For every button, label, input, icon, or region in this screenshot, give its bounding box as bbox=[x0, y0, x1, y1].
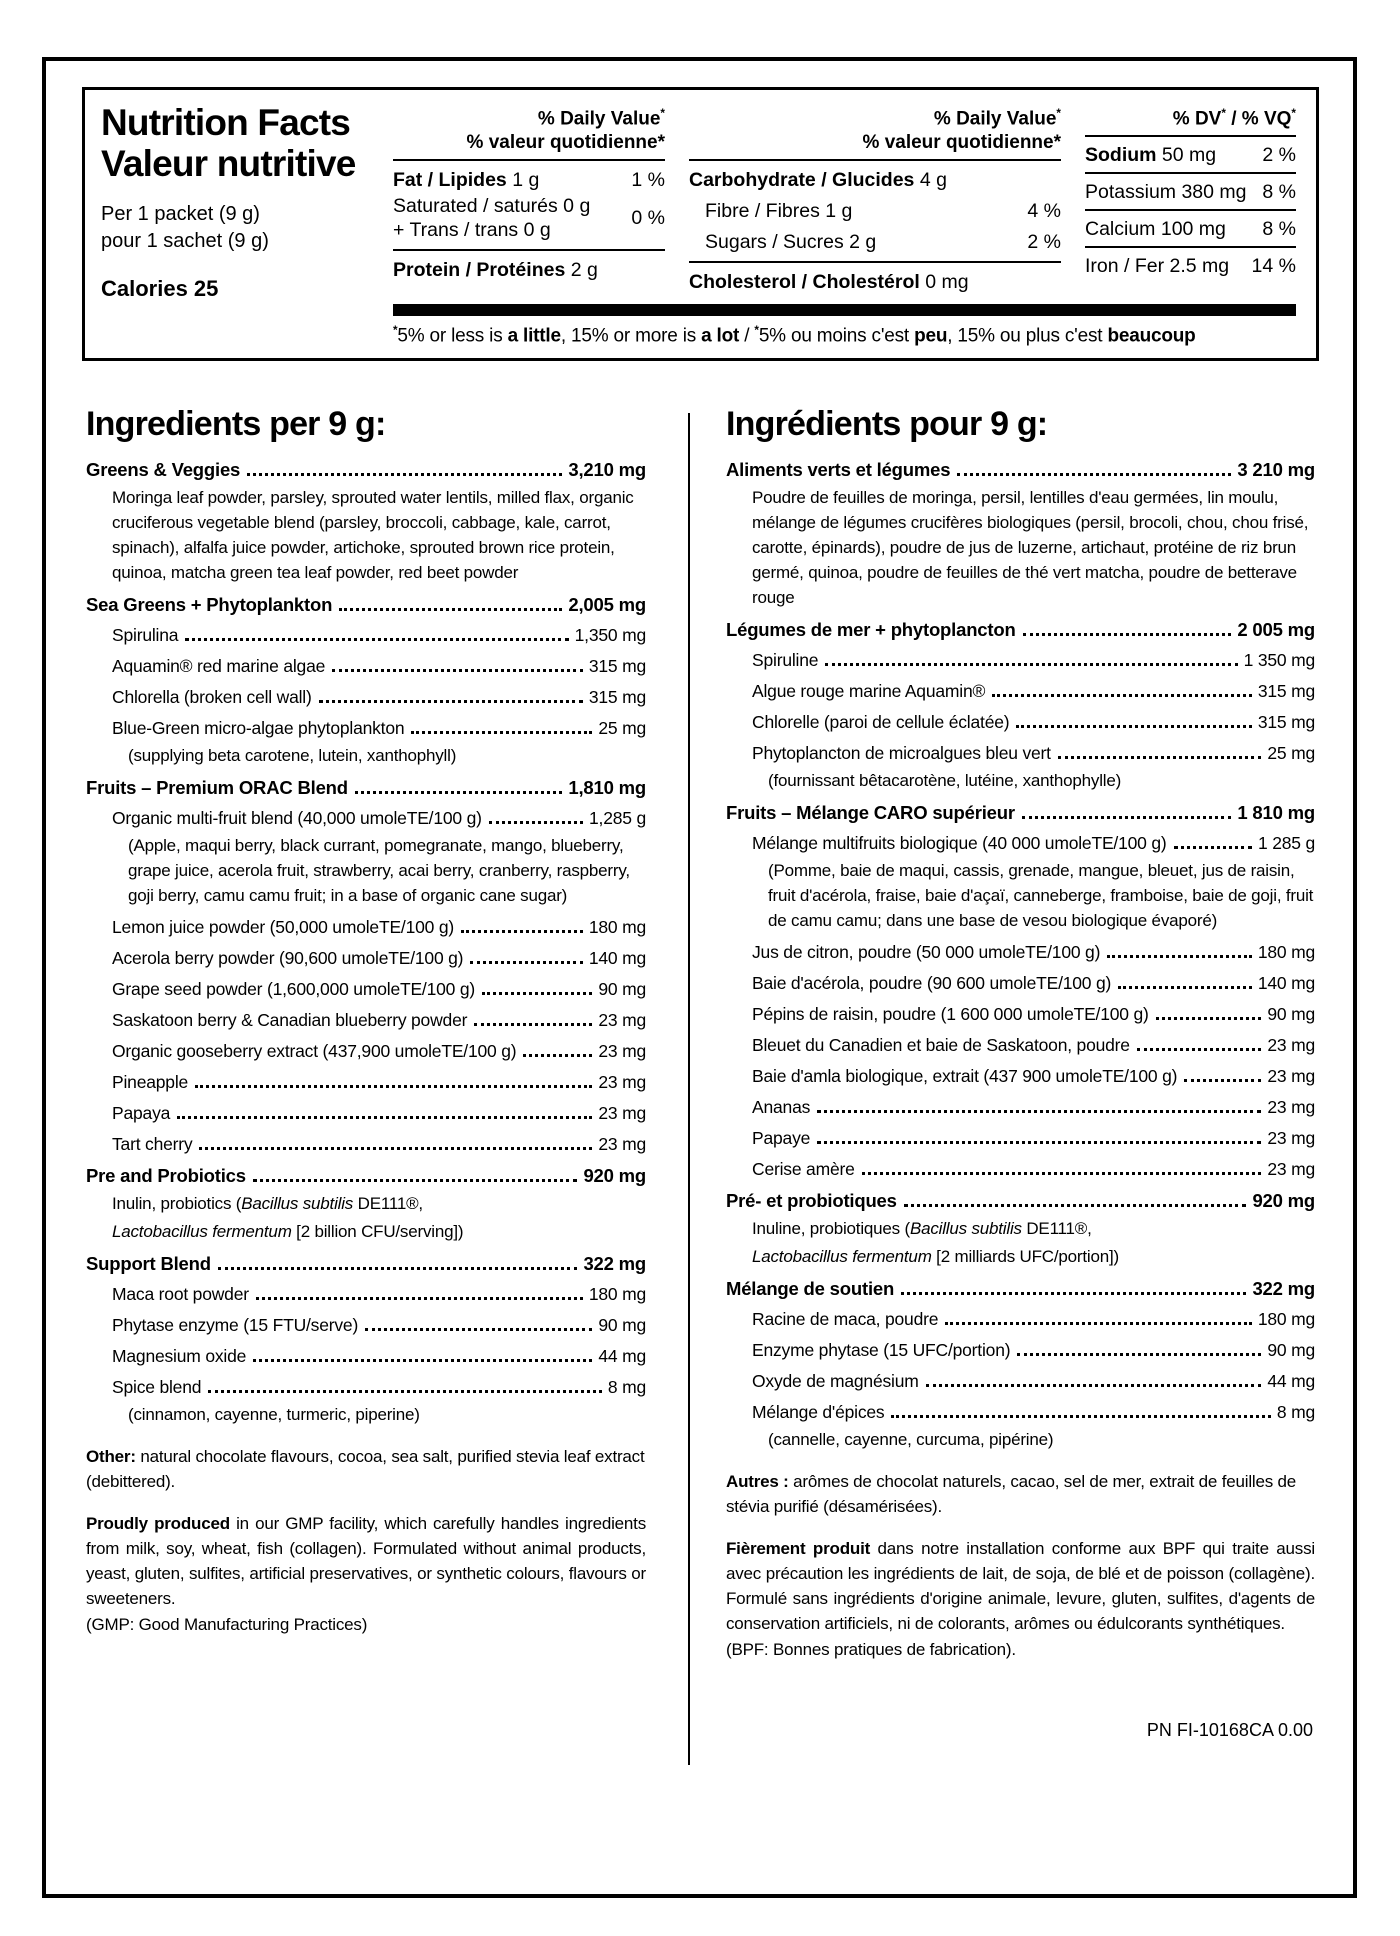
ingredient-label: Tart cherry bbox=[112, 1133, 193, 1154]
ingredient-amount: 23 mg bbox=[598, 1009, 646, 1030]
mineral-label: Iron / Fer 2.5 mg bbox=[1085, 255, 1230, 278]
dot-leader bbox=[1016, 725, 1251, 728]
nutrition-label bbox=[42, 57, 1357, 1898]
ingredient-desc: Lactobacillus fermentum [2 milliards UFC/portion]) bbox=[752, 1246, 1119, 1266]
ingredient-label: Greens & Veggies bbox=[86, 458, 241, 480]
fat-dv: 1 % bbox=[631, 169, 665, 192]
paragraph-lead: Autres : bbox=[726, 1471, 789, 1491]
dot-leader bbox=[461, 930, 583, 933]
ingredient-amount: 44 mg bbox=[598, 1345, 646, 1366]
dot-leader bbox=[253, 1359, 592, 1362]
ingredient-row bbox=[726, 673, 1315, 704]
ingredient-row bbox=[86, 971, 646, 1002]
mineral-row bbox=[1085, 248, 1296, 283]
dot-leader bbox=[208, 1390, 602, 1393]
dot-leader bbox=[474, 1023, 592, 1026]
ingredient-label: Fruits – Mélange CARO supérieur bbox=[726, 801, 1015, 823]
ingredient-label: Chlorella (broken cell wall) bbox=[112, 686, 312, 707]
ingredient-amount: 322 mg bbox=[583, 1252, 646, 1274]
ingredient-amount: 180 mg bbox=[588, 916, 646, 937]
daily-value-header2-fr: % valeur quotidienne* bbox=[862, 132, 1061, 154]
ingredients-title-fr: Ingrédients pour 9 g: bbox=[726, 404, 1048, 443]
ingredient-label: Spirulina bbox=[112, 624, 179, 645]
ingredient-label: Sea Greens + Phytoplankton bbox=[86, 593, 333, 615]
paragraph-lead: Other: bbox=[86, 1446, 136, 1466]
panel-title-en: Nutrition Facts bbox=[101, 102, 351, 143]
dot-leader bbox=[1137, 1048, 1262, 1051]
ingredient-amount: 1,350 mg bbox=[574, 624, 646, 645]
daily-value-header bbox=[393, 102, 665, 161]
ingredient-amount: 322 mg bbox=[1252, 1277, 1315, 1299]
nutrient-row-sugars bbox=[689, 230, 1061, 254]
nutrient-row-fibre bbox=[689, 199, 1061, 223]
ingredient-label: Pineapple bbox=[112, 1071, 189, 1092]
ingredient-label: Ananas bbox=[752, 1096, 811, 1117]
mineral-dv: 8 % bbox=[1262, 181, 1296, 204]
ingredient-note: (Apple, maqui berry, black currant, pomegranate, mango, blueberry, grape juice, acerola fruit, strawberry, acai berry, cranberry, raspberry, goji berry, camu camu fruit; in a base of organic cane sugar) bbox=[128, 835, 630, 905]
saturated-dv: 0 % bbox=[631, 207, 665, 230]
protein-amount: 2 g bbox=[570, 259, 598, 282]
daily-value-header2-en: % Daily Value* bbox=[933, 107, 1061, 130]
ingredient-row bbox=[86, 648, 646, 679]
mineral-dv: 14 % bbox=[1251, 255, 1296, 278]
panel-title-fr: Valeur nutritive bbox=[101, 143, 356, 184]
serving-size bbox=[101, 201, 369, 255]
dot-leader bbox=[957, 473, 1231, 476]
ingredient-amount: 23 mg bbox=[598, 1133, 646, 1154]
nutrient-row-cholesterol bbox=[689, 270, 1061, 294]
ingredient-row bbox=[726, 704, 1315, 735]
dot-leader bbox=[185, 638, 568, 641]
ingredient-amount: 23 mg bbox=[1267, 1158, 1315, 1179]
ingredient-amount: 23 mg bbox=[1267, 1065, 1315, 1086]
ingredients-column-en bbox=[86, 405, 646, 1637]
ingredient-amount: 920 mg bbox=[1252, 1189, 1315, 1211]
ingredients-section bbox=[82, 405, 1319, 1765]
ingredient-amount: 2,005 mg bbox=[568, 593, 646, 615]
ingredient-row bbox=[86, 1276, 646, 1307]
ingredient-label: Papaye bbox=[752, 1127, 811, 1148]
ingredient-label: Légumes de mer + phytoplancton bbox=[726, 618, 1016, 640]
mineral-row bbox=[1085, 211, 1296, 248]
sugars-dv: 2 % bbox=[1027, 231, 1061, 254]
calories-value: Calories 25 bbox=[101, 276, 219, 301]
column-divider bbox=[688, 413, 690, 1765]
ingredient-amount: 90 mg bbox=[1267, 1003, 1315, 1024]
ingredient-amount: 180 mg bbox=[588, 1283, 646, 1304]
ingredient-row bbox=[726, 1301, 1315, 1332]
ingredient-label: Baie d'acérola, poudre (90 600 umoleTE/100 g) bbox=[752, 972, 1112, 993]
panel-footer bbox=[393, 304, 1296, 347]
ingredient-label: Spiruline bbox=[752, 649, 819, 670]
dot-leader bbox=[904, 1204, 1247, 1207]
ingredient-amount: 1,285 g bbox=[589, 807, 646, 828]
ingredient-amount: 23 mg bbox=[598, 1071, 646, 1092]
dot-leader bbox=[253, 1179, 578, 1182]
panel-col-minerals bbox=[1085, 102, 1296, 294]
ingredient-label: Pépins de raisin, poudre (1 600 000 umoleTE/100 g) bbox=[752, 1003, 1149, 1024]
ingredients-list-fr bbox=[726, 451, 1315, 1662]
dot-leader bbox=[247, 473, 562, 476]
ingredient-amount: 23 mg bbox=[598, 1040, 646, 1061]
dot-leader bbox=[825, 663, 1237, 666]
ingredient-amount: 315 mg bbox=[1257, 680, 1315, 701]
mineral-dv: 8 % bbox=[1262, 218, 1296, 241]
serving-fr: pour 1 sachet (9 g) bbox=[101, 230, 269, 252]
ingredient-label: Mélange d'épices bbox=[752, 1401, 885, 1422]
daily-value-header-2 bbox=[689, 102, 1061, 161]
ingredient-label: Phytase enzyme (15 FTU/serve) bbox=[112, 1314, 359, 1335]
ingredient-amount: 315 mg bbox=[1257, 711, 1315, 732]
cholesterol-amount: 0 mg bbox=[925, 271, 969, 294]
dot-leader bbox=[817, 1141, 1261, 1144]
ingredient-note: (cannelle, cayenne, curcuma, pipérine) bbox=[768, 1429, 1054, 1449]
paragraph-lead: Fièrement produit bbox=[726, 1538, 871, 1558]
ingredient-amount: 23 mg bbox=[1267, 1096, 1315, 1117]
dot-leader bbox=[817, 1110, 1261, 1113]
panel-col-fat bbox=[393, 102, 665, 294]
ingredients-title-en: Ingredients per 9 g: bbox=[86, 404, 386, 443]
dot-leader bbox=[332, 669, 583, 672]
ingredient-label: Enzyme phytase (15 UFC/portion) bbox=[752, 1339, 1011, 1360]
ingredient-row bbox=[726, 934, 1315, 965]
ingredient-label: Baie d'amla biologique, extrait (437 900 umoleTE/100 g) bbox=[752, 1065, 1178, 1086]
ingredient-paragraph: (BPF: Bonnes pratiques de fabrication). bbox=[726, 1639, 1016, 1659]
ingredient-note: (fournissant bêtacarotène, lutéine, xanthophylle) bbox=[768, 770, 1122, 790]
ingredient-label: Blue-Green micro-algae phytoplankton bbox=[112, 717, 405, 738]
ingredient-row bbox=[726, 965, 1315, 996]
ingredient-label: Mélange de soutien bbox=[726, 1277, 895, 1299]
ingredient-label: Aquamin® red marine algae bbox=[112, 655, 326, 676]
ingredient-row bbox=[726, 1182, 1315, 1213]
nutrition-facts-panel bbox=[82, 87, 1319, 361]
paragraph-lead: Proudly produced bbox=[86, 1513, 230, 1533]
fat-name: Fat / Lipides bbox=[393, 169, 507, 192]
panel-col-carbohydrate bbox=[689, 102, 1061, 294]
ingredient-label: Oxyde de magnésium bbox=[752, 1370, 919, 1391]
dot-leader bbox=[523, 1054, 592, 1057]
ingredient-row bbox=[86, 710, 646, 741]
ingredient-paragraph: Autres : arômes de chocolat naturels, cacao, sel de mer, extrait de feuilles de stévia purifié (désamérisées). bbox=[726, 1471, 1297, 1516]
ingredient-amount: 140 mg bbox=[588, 947, 646, 968]
ingredient-label: Spice blend bbox=[112, 1376, 202, 1397]
ingredient-row bbox=[726, 996, 1315, 1027]
ingredient-amount: 1,810 mg bbox=[568, 776, 646, 798]
dot-leader bbox=[1017, 1353, 1261, 1356]
ingredient-label: Algue rouge marine Aquamin® bbox=[752, 680, 986, 701]
thick-divider-bar bbox=[393, 304, 1296, 316]
minerals-list bbox=[1085, 137, 1296, 283]
ingredient-row bbox=[86, 1095, 646, 1126]
ingredient-desc: Inuline, probiotiques (Bacillus subtilis DE111®, bbox=[752, 1218, 1092, 1238]
part-number: PN FI-10168CA 0.00 bbox=[1146, 1719, 1313, 1740]
ingredient-amount: 23 mg bbox=[1267, 1034, 1315, 1055]
ingredient-note: (cinnamon, cayenne, turmeric, piperine) bbox=[128, 1404, 420, 1424]
ingredient-row bbox=[726, 1027, 1315, 1058]
dot-leader bbox=[1022, 816, 1232, 819]
ingredient-amount: 90 mg bbox=[598, 1314, 646, 1335]
dot-leader bbox=[1058, 756, 1262, 759]
ingredient-row bbox=[86, 800, 646, 831]
ingredient-label: Phytoplancton de microalgues bleu vert bbox=[752, 742, 1051, 763]
dot-leader bbox=[1107, 955, 1252, 958]
ingredient-label: Maca root powder bbox=[112, 1283, 249, 1304]
ingredient-note: (supplying beta carotene, lutein, xanthophyll) bbox=[128, 745, 457, 765]
ingredient-amount: 2 005 mg bbox=[1237, 618, 1315, 640]
mineral-row bbox=[1085, 137, 1296, 174]
ingredient-label: Jus de citron, poudre (50 000 umoleTE/100 g) bbox=[752, 941, 1101, 962]
ingredient-row bbox=[86, 617, 646, 648]
ingredient-label: Pre and Probiotics bbox=[86, 1164, 246, 1186]
saturated-line: Saturated / saturés 0 g bbox=[393, 195, 591, 218]
ingredient-row bbox=[86, 1033, 646, 1064]
ingredient-row bbox=[86, 1064, 646, 1095]
ingredient-amount: 180 mg bbox=[1257, 941, 1315, 962]
ingredient-label: Organic multi-fruit blend (40,000 umoleTE/100 g) bbox=[112, 807, 482, 828]
dot-leader bbox=[355, 791, 563, 794]
ingredient-row bbox=[86, 1002, 646, 1033]
ingredient-row bbox=[86, 1369, 646, 1400]
ingredient-amount: 44 mg bbox=[1267, 1370, 1315, 1391]
dv-vq-header: % DV* / % VQ* bbox=[1085, 102, 1296, 137]
ingredient-amount: 315 mg bbox=[588, 655, 646, 676]
dot-leader bbox=[218, 1267, 578, 1270]
ingredient-row bbox=[86, 1338, 646, 1369]
dot-leader bbox=[195, 1085, 592, 1088]
dot-leader bbox=[470, 961, 583, 964]
mineral-label: Calcium 100 mg bbox=[1085, 218, 1226, 241]
ingredient-row bbox=[86, 451, 646, 482]
dot-leader bbox=[926, 1384, 1262, 1387]
dot-leader bbox=[489, 821, 583, 824]
ingredient-label: Cerise amère bbox=[752, 1158, 855, 1179]
ingredient-row bbox=[726, 1394, 1315, 1425]
ingredient-label: Acerola berry powder (90,600 umoleTE/100 g) bbox=[112, 947, 464, 968]
mineral-label: Potassium 380 mg bbox=[1085, 181, 1247, 204]
ingredient-amount: 3,210 mg bbox=[568, 458, 646, 480]
dot-leader bbox=[365, 1328, 592, 1331]
dot-leader bbox=[177, 1116, 592, 1119]
ingredient-note: (Pomme, baie de maqui, cassis, grenade, mangue, bleuet, jus de raisin, fruit d'acérola, fraise, baie d'açaï, canneberge, framboise, baie de goji, fruit de camu camu; dans une base de vesou biologique évaporé) bbox=[768, 860, 1314, 930]
ingredient-label: Bleuet du Canadien et baie de Saskatoon, poudre bbox=[752, 1034, 1130, 1055]
ingredient-amount: 23 mg bbox=[598, 1102, 646, 1123]
ingredient-row bbox=[726, 642, 1315, 673]
ingredient-row bbox=[86, 1307, 646, 1338]
ingredient-row bbox=[86, 586, 646, 617]
ingredient-label: Chlorelle (paroi de cellule éclatée) bbox=[752, 711, 1010, 732]
fat-amount: 1 g bbox=[512, 169, 540, 192]
ingredient-label: Aliments verts et légumes bbox=[726, 458, 951, 480]
ingredient-label: Racine de maca, poudre bbox=[752, 1308, 939, 1329]
daily-value-footnote: *5% or less is a little, 15% or more is a lot / *5% ou moins c'est peu, 15% ou plus c'est beaucoup bbox=[393, 324, 1196, 347]
dot-leader bbox=[945, 1322, 1252, 1325]
ingredient-label: Organic gooseberry extract (437,900 umoleTE/100 g) bbox=[112, 1040, 517, 1061]
serving-en: Per 1 packet (9 g) bbox=[101, 203, 260, 225]
ingredient-desc: Lactobacillus fermentum [2 billion CFU/serving]) bbox=[112, 1221, 464, 1241]
ingredient-label: Magnesium oxide bbox=[112, 1345, 247, 1366]
ingredient-amount: 315 mg bbox=[588, 686, 646, 707]
dot-leader bbox=[1156, 1017, 1262, 1020]
ingredient-amount: 180 mg bbox=[1257, 1308, 1315, 1329]
ingredient-desc: Poudre de feuilles de moringa, persil, lentilles d'eau germées, lin moulu, mélange de légumes crucifères biologiques (persil, brocoli, chou, chou frisé, carotte, épinards), poudre de jus de luzerne, artichaut, protéine de riz brun germé, quinoa, poudre de feuilles de thé vert matcha, poudre de betterave rouge bbox=[752, 487, 1309, 607]
trans-line: + Trans / trans 0 g bbox=[393, 219, 551, 242]
ingredient-row bbox=[726, 1151, 1315, 1182]
ingredient-row bbox=[86, 940, 646, 971]
ingredient-amount: 140 mg bbox=[1257, 972, 1315, 993]
dot-leader bbox=[482, 992, 592, 995]
ingredient-desc: Moringa leaf powder, parsley, sprouted water lentils, milled flax, organic cruciferous vegetable blend (parsley, broccoli, cabbage, kale, carrot, spinach), alfalfa juice powder, artichoke, sprouted brown rice protein, quinoa, matcha green tea leaf powder, red beet powder bbox=[112, 487, 634, 582]
ingredient-row bbox=[726, 1089, 1315, 1120]
ingredient-amount: 23 mg bbox=[1267, 1127, 1315, 1148]
nutrient-row-saturated-trans bbox=[393, 194, 665, 242]
fibre-dv: 4 % bbox=[1027, 200, 1061, 223]
ingredient-amount: 8 mg bbox=[1276, 1401, 1315, 1422]
ingredient-amount: 90 mg bbox=[1267, 1339, 1315, 1360]
dot-leader bbox=[992, 694, 1252, 697]
ingredient-label: Support Blend bbox=[86, 1252, 211, 1274]
daily-value-header-fr: % valeur quotidienne* bbox=[466, 132, 665, 154]
mineral-row bbox=[1085, 174, 1296, 211]
ingredient-row bbox=[726, 1363, 1315, 1394]
ingredient-row bbox=[726, 1058, 1315, 1089]
ingredient-amount: 90 mg bbox=[598, 978, 646, 999]
ingredients-list-en bbox=[86, 451, 646, 1637]
dot-leader bbox=[901, 1292, 1246, 1295]
rule-divider bbox=[393, 249, 665, 251]
ingredient-row bbox=[86, 909, 646, 940]
ingredient-row bbox=[86, 679, 646, 710]
ingredient-label: Fruits – Premium ORAC Blend bbox=[86, 776, 348, 798]
dot-leader bbox=[891, 1415, 1270, 1418]
ingredient-label: Lemon juice powder (50,000 umoleTE/100 g) bbox=[112, 916, 455, 937]
ingredient-amount: 920 mg bbox=[583, 1164, 646, 1186]
dot-leader bbox=[1118, 986, 1252, 989]
ingredient-amount: 1 810 mg bbox=[1237, 801, 1315, 823]
panel-identity bbox=[101, 102, 369, 348]
ingredient-row bbox=[726, 611, 1315, 642]
ingredient-label: Pré- et probiotiques bbox=[726, 1189, 897, 1211]
dot-leader bbox=[199, 1147, 592, 1150]
ingredient-row bbox=[726, 735, 1315, 766]
ingredient-row bbox=[86, 1157, 646, 1188]
ingredient-paragraph: Other: natural chocolate flavours, cocoa, sea salt, purified stevia leaf extract (debittered). bbox=[86, 1446, 645, 1491]
dot-leader bbox=[256, 1297, 583, 1300]
dot-leader bbox=[339, 608, 562, 611]
ingredient-amount: 25 mg bbox=[598, 717, 646, 738]
ingredient-label: Grape seed powder (1,600,000 umoleTE/100 g) bbox=[112, 978, 476, 999]
carb-amount: 4 g bbox=[919, 169, 947, 192]
panel-title bbox=[101, 102, 369, 184]
ingredient-paragraph: Fièrement produit dans notre installation conforme aux BPF qui traite aussi avec précaution les ingrédients de lait, de soja, de blé et de poisson (collagène). Formulé sans ingrédients d'origine animale, levure, gluten, sulfites, d'agents de conservation artificiels, ni de colorants, arômes ou édulcorants synthétiques. bbox=[726, 1538, 1315, 1633]
ingredient-amount: 1 285 g bbox=[1258, 832, 1315, 853]
ingredient-row bbox=[726, 451, 1315, 482]
ingredient-paragraph: Proudly produced in our GMP facility, which carefully handles ingredients from milk, soy, wheat, fish (collagen). Formulated without animal products, yeast, gluten, sulfites, artificial preservatives, or synthetic colours, flavours or sweeteners. bbox=[86, 1513, 646, 1608]
ingredient-row bbox=[86, 769, 646, 800]
sugars-label: Sugars / Sucres 2 g bbox=[705, 231, 877, 254]
dot-leader bbox=[1184, 1079, 1261, 1082]
protein-name: Protein / Protéines bbox=[393, 259, 566, 282]
dot-leader bbox=[1174, 846, 1252, 849]
ingredient-paragraph: (GMP: Good Manufacturing Practices) bbox=[86, 1614, 368, 1634]
cholesterol-name: Cholesterol / Cholestérol bbox=[689, 271, 920, 294]
ingredient-row bbox=[726, 1120, 1315, 1151]
daily-value-header-en: % Daily Value* bbox=[537, 107, 665, 130]
ingredient-label: Saskatoon berry & Canadian blueberry powder bbox=[112, 1009, 468, 1030]
ingredients-column-fr bbox=[726, 405, 1315, 1741]
ingredient-desc: Inulin, probiotics (Bacillus subtilis DE111®, bbox=[112, 1193, 423, 1213]
mineral-dv: 2 % bbox=[1262, 144, 1296, 167]
ingredient-row bbox=[86, 1245, 646, 1276]
dot-leader bbox=[1023, 633, 1232, 636]
ingredient-amount: 8 mg bbox=[607, 1376, 646, 1397]
ingredient-row bbox=[726, 794, 1315, 825]
ingredient-row bbox=[726, 1332, 1315, 1363]
dot-leader bbox=[319, 700, 583, 703]
dot-leader bbox=[411, 731, 592, 734]
ingredient-row bbox=[86, 1126, 646, 1157]
mineral-label: Sodium 50 mg bbox=[1085, 144, 1217, 167]
rule-divider bbox=[689, 261, 1061, 263]
nutrient-row-carbohydrate bbox=[689, 168, 1061, 192]
ingredient-amount: 3 210 mg bbox=[1237, 458, 1315, 480]
ingredient-row bbox=[726, 825, 1315, 856]
ingredient-amount: 25 mg bbox=[1267, 742, 1315, 763]
carb-name: Carbohydrate / Glucides bbox=[689, 169, 915, 192]
nutrient-row-protein bbox=[393, 258, 665, 282]
ingredient-amount: 1 350 mg bbox=[1243, 649, 1315, 670]
nutrient-row-fat bbox=[393, 168, 665, 192]
dot-leader bbox=[862, 1172, 1262, 1175]
fibre-label: Fibre / Fibres 1 g bbox=[705, 200, 853, 223]
ingredient-label: Mélange multifruits biologique (40 000 umoleTE/100 g) bbox=[752, 832, 1167, 853]
ingredient-label: Papaya bbox=[112, 1102, 171, 1123]
ingredient-row bbox=[726, 1270, 1315, 1301]
